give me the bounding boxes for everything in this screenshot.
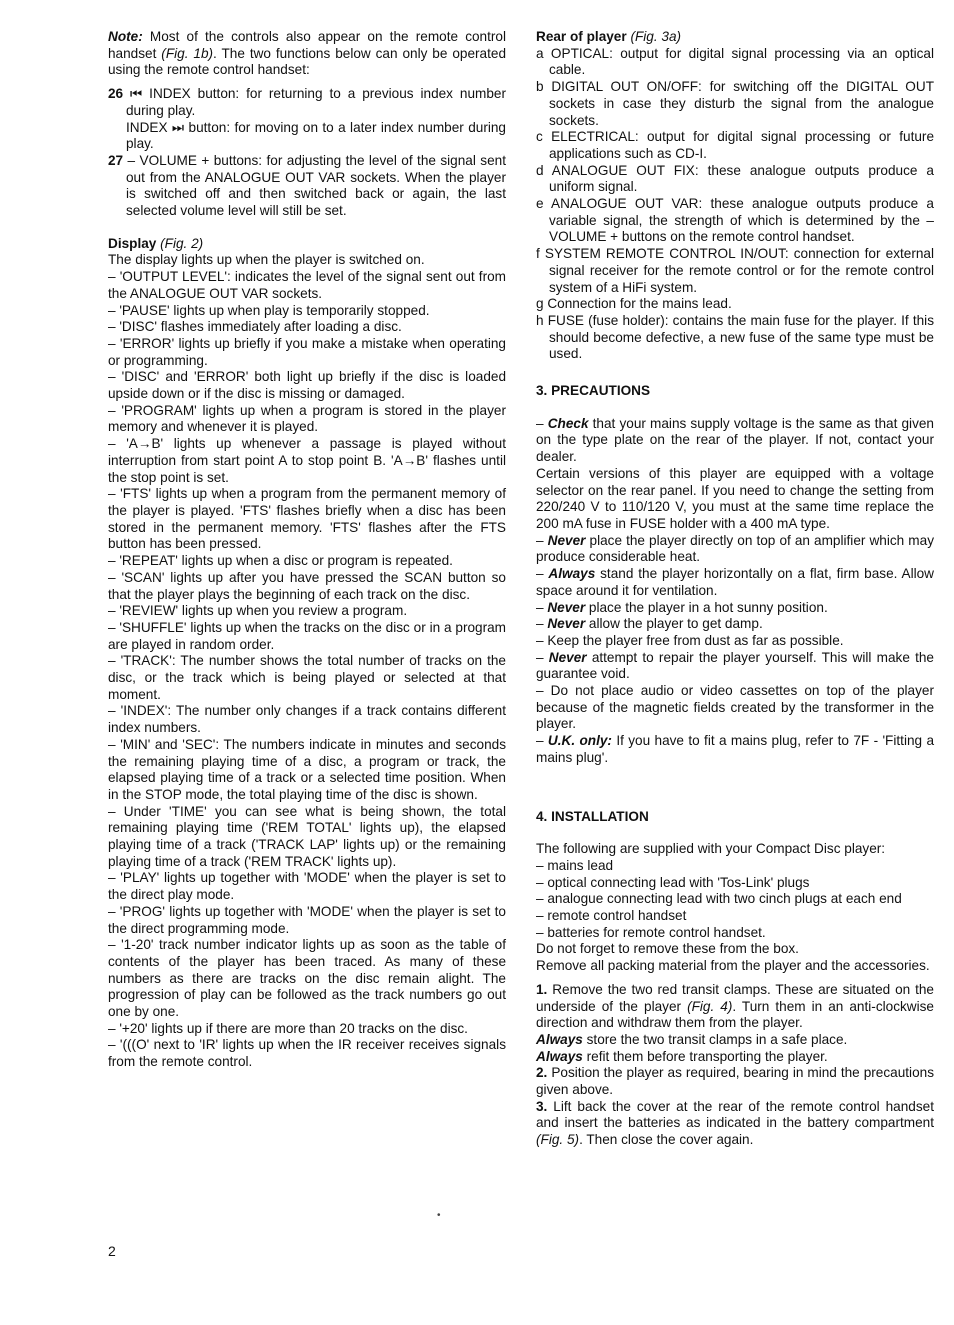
display-list-item: – 'PLAY' lights up together with 'MODE' when the player is set to the direct play mode.: [108, 870, 506, 903]
prec-voltage: Certain versions of this player are equipped with a voltage selector on the rear panel. If you need to change the setting from 220/240 V to 110/120 V, you must at the same time replace the 200 mA fuse in FUSE holder with a 400 mA type.: [536, 465, 934, 531]
supplied-list: [536, 858, 934, 942]
display-list-item: – '1-20' track number indicator lights up as soon as the table of contents of the player has been traced. As many of these numbers as there are tracks on the disc remain alight. The progression of play can be followed as the track numbers go out one by one.: [108, 937, 506, 1020]
rear-list-item: f SYSTEM REMOTE CONTROL IN/OUT: connection for external signal receiver for the remote control or for the remote control system of a HiFi system.: [536, 246, 934, 295]
display-list-item: – 'OUTPUT LEVEL': indicates the level of the signal sent out from the ANALOGUE OUT VAR sockets.: [108, 269, 506, 301]
rear-list-item: d ANALOGUE OUT FIX: these analogue outputs produce a uniform signal.: [536, 162, 934, 195]
display-list-item: – '(((O' next to 'IR' lights up when the IR receiver receives signals from the remote control.: [108, 1037, 506, 1070]
rear-list: [536, 46, 934, 363]
display-list-item: – 'TRACK': The number shows the total number of tracks on the disc, or the track which is being played or selected at that moment.: [108, 653, 506, 702]
display-list-item: – 'PROGRAM' lights up when a program is stored in the player memory and whenever it is played.: [108, 402, 506, 435]
install-step-1: 1. Remove the two red transit clamps. These are situated on the underside of the player (Fig. 4). Turn them in an anti-clockwise direction and withdraw them from the player.: [536, 981, 934, 1031]
prec-dust: – Keep the player free from dust as far as possible.: [536, 632, 844, 648]
precautions-heading: 3. PRECAUTIONS: [536, 383, 651, 399]
rear-list-item: a OPTICAL: output for digital signal processing via an optical cable.: [536, 45, 934, 78]
display-list-item: – Under 'TIME' you can see what is being shown, the total remaining playing time ('REM TOTAL' lights up), the elapsed playing time of a track ('TRACK LAP' lights up) or the remaining playing time of a track ('REM TRACK' lights up).: [108, 803, 506, 869]
install-intro: The following are supplied with your Compact Disc player:: [536, 841, 886, 857]
prec-always: – Always stand the player horizontally on a flat, firm base. Allow space around it for ventilation.: [536, 566, 934, 598]
prec-uk: – U.K. only: If you have to fit a mains plug, refer to 7F - 'Fitting a mains plug'.: [536, 733, 934, 765]
display-list-item: – 'PAUSE' lights up when play is temporarily stopped.: [108, 302, 430, 318]
rear-list-item: b DIGITAL OUT ON/OFF: for switching off the DIGITAL OUT sockets in case they disturb the signal from the analogue sockets.: [536, 79, 934, 128]
install-step-3: 3. Lift back the cover at the rear of the remote control handset and insert the batteries as indicated in the battery compartment (Fig. 5). Then close the cover again.: [536, 1098, 934, 1148]
supplied-item: – mains lead: [536, 857, 614, 873]
display-list: [108, 252, 506, 1070]
display-list-item: – 'A→B' lights up whenever a passage is played without interruption from start point A to stop point B. 'A→B' flashes until the stop point is set.: [108, 436, 506, 485]
supplied-item: – batteries for remote control handset.: [536, 924, 766, 940]
scan-speck: •: [437, 1210, 441, 1221]
display-list-item: – 'REVIEW' lights up when you review a program.: [108, 603, 408, 619]
rear-list-item: h FUSE (fuse holder): contains the main fuse for the player. If this should become defective, a new fuse of the same type must be used.: [536, 312, 934, 362]
prec-never-4: – Never attempt to repair the player yourself. This will make the guarantee void.: [536, 649, 934, 682]
display-list-item: – 'ERROR' lights up briefly if you make a mistake when operating or programming.: [108, 335, 506, 368]
display-list-item: – 'PROG' lights up together with 'MODE' when the player is set to the direct programming mode.: [108, 903, 506, 936]
display-list-item: – '+20' lights up if there are more than 20 tracks on the disc.: [108, 1020, 468, 1036]
right-column: [536, 29, 934, 1149]
item-26: 26 ⏮ INDEX button: for returning to a previous index number during play.: [108, 86, 506, 118]
prec-never-1: – Never place the player directly on top of an amplifier which may produce considerable heat.: [536, 532, 934, 565]
display-list-item: The display lights up when the player is switched on.: [108, 252, 425, 268]
display-list-item: – 'DISC' and 'ERROR' both light up briefly if the disc is loaded upside down or if the disc is missing or damaged.: [108, 369, 506, 402]
rear-list-item: c ELECTRICAL: output for digital signal processing or future applications such as CD-I.: [536, 129, 934, 161]
install-step-2: 2. Position the player as required, bearing in mind the precautions given above.: [536, 1065, 934, 1098]
install-remove-packing: Remove all packing material from the player and the accessories.: [536, 958, 930, 974]
note-paragraph: Note: Most of the controls also appear on the remote control handset (Fig. 1b). The two functions below can only be operated using the remote control handset:: [108, 29, 506, 78]
prec-check: – Check that your mains supply voltage is the same as that given on the type plate on the rear of the player. If not, contact your dealer.: [536, 415, 934, 465]
installation-heading: 4. INSTALLATION: [536, 808, 649, 824]
rear-heading: Rear of player (Fig. 3a): [536, 29, 682, 44]
page-number: 2: [108, 1243, 116, 1259]
prec-never-2: – Never place the player in a hot sunny position.: [536, 599, 828, 615]
install-remove-box: Do not forget to remove these from the box.: [536, 941, 799, 957]
display-list-item: – 'MIN' and 'SEC': The numbers indicate in minutes and seconds the remaining playing time of a disc, a program or track, the elapsed playing time of a track or a selected time position. When in the STOP mode, the total playing time of the disc is shown.: [108, 736, 506, 802]
left-column: [108, 29, 506, 1071]
rear-list-item: e ANALOGUE OUT VAR: these analogue outputs produce a variable signal, the strength of which is determined by the – VOLUME + buttons on the remote control handset.: [536, 196, 934, 245]
display-heading: Display (Fig. 2): [108, 235, 204, 251]
display-list-item: – 'SCAN' lights up after you have pressed the SCAN button so that the player plays the beginning of each track on the disc.: [108, 569, 506, 602]
install-step-1-always-2: Always refit them before transporting the player.: [536, 1048, 828, 1064]
item-27: 27 – VOLUME + buttons: for adjusting the level of the signal sent out from the ANALOGUE OUT VAR sockets. When the player is switched off and then switched back or again, the last selected volume level will still be set.: [108, 152, 506, 219]
prec-cassettes: – Do not place audio or video cassettes on top of the player because of the magnetic fields created by the transformer in the player.: [536, 683, 934, 732]
supplied-item: – optical connecting lead with 'Tos-Link' plugs: [536, 874, 810, 890]
display-list-item: – 'INDEX': The number only changes if a track contains different index numbers.: [108, 703, 506, 736]
display-list-item: – 'REPEAT' lights up when a disc or program is repeated.: [108, 553, 453, 569]
rear-list-item: g Connection for the mains lead.: [536, 296, 732, 312]
supplied-item: – analogue connecting lead with two cinch plugs at each end: [536, 891, 902, 907]
display-list-item: – 'DISC' flashes immediately after loading a disc.: [108, 319, 402, 335]
prec-never-3: – Never allow the player to get damp.: [536, 616, 763, 632]
display-list-item: – 'FTS' lights up when a program from the permanent memory of the player is played. 'FTS' flashes briefly when a disc has been stored in the permanent memory. 'FTS' flashes after the FTS button has been pressed.: [108, 486, 506, 552]
supplied-item: – remote control handset: [536, 908, 687, 924]
install-step-1-always-1: Always store the two transit clamps in a safe place.: [536, 1031, 848, 1047]
display-list-item: – 'SHUFFLE' lights up when the tracks on the disc or in a program are played in random order.: [108, 619, 506, 652]
item-26-b: INDEX ⏭ button: for moving on to a later index number during play.: [126, 119, 506, 152]
